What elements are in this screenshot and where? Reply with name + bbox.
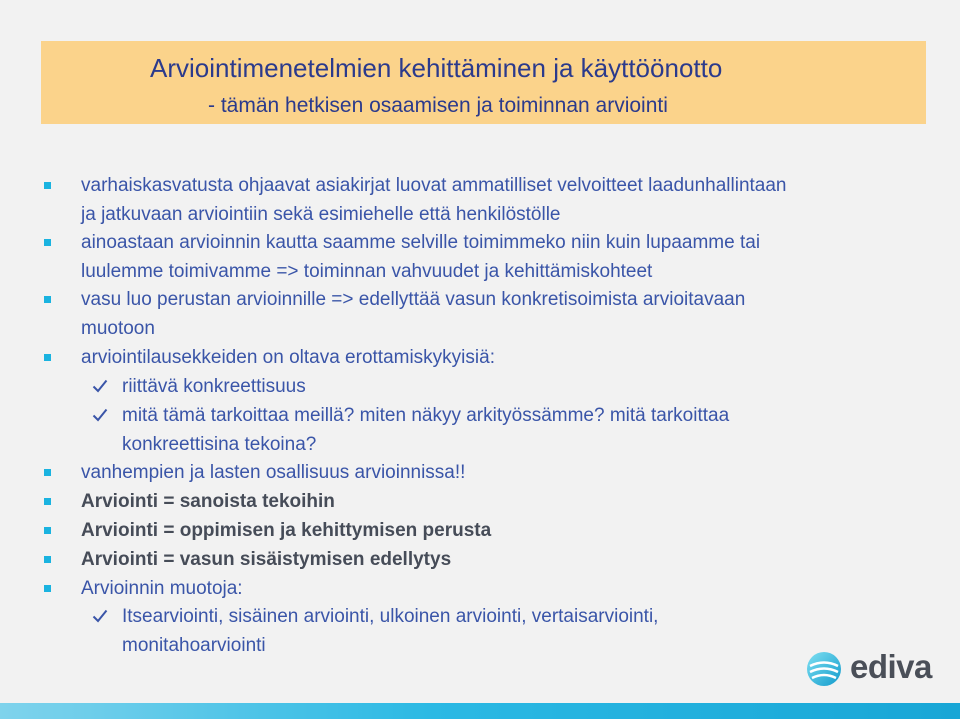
sub-list-item-continuation: konkreettisina tekoina?	[122, 434, 317, 455]
checkmark-icon	[92, 407, 108, 423]
square-bullet-icon	[44, 182, 51, 189]
list-item: arviointilausekkeiden on oltava erottamiskykyisiä:	[81, 347, 495, 368]
sub-list-item: Itsearviointi, sisäinen arviointi, ulkoinen arviointi, vertaisarviointi,	[122, 606, 659, 627]
list-item-continuation: luulemme toimivamme => toiminnan vahvuudet ja kehittämiskohteet	[81, 261, 653, 282]
slide-subtitle: - tämän hetkisen osaamisen ja toiminnan arviointi	[208, 94, 668, 117]
title-box	[41, 41, 926, 124]
list-item-continuation: ja jatkuvaan arviointiin sekä esimiehelle että henkilöstölle	[81, 204, 561, 225]
ediva-logo-icon	[806, 651, 842, 687]
checkmark-icon	[92, 378, 108, 394]
checkmark-icon	[92, 608, 108, 624]
list-item-bold: Arviointi = vasun sisäistymisen edellytys	[81, 549, 452, 570]
square-bullet-icon	[44, 469, 51, 476]
list-item-bold: Arviointi = sanoista tekoihin	[81, 491, 335, 512]
list-item: ainoastaan arvioinnin kautta saamme selville toimimmeko niin kuin lupaamme tai	[81, 232, 761, 253]
list-item: varhaiskasvatusta ohjaavat asiakirjat luovat ammatilliset velvoitteet laadunhallintaan	[81, 175, 787, 196]
square-bullet-icon	[44, 239, 51, 246]
sub-list-item-continuation: monitahoarviointi	[122, 635, 266, 656]
square-bullet-icon	[44, 556, 51, 563]
square-bullet-icon	[44, 498, 51, 505]
square-bullet-icon	[44, 527, 51, 534]
ediva-logo-text: ediva	[850, 648, 932, 685]
list-item-bold: Arviointi = oppimisen ja kehittymisen perusta	[81, 520, 492, 541]
footer-bar	[0, 703, 960, 719]
slide-title: Arviointimenetelmien kehittäminen ja käyttöönotto	[150, 53, 723, 83]
sub-list-item: riittävä konkreettisuus	[122, 376, 306, 397]
square-bullet-icon	[44, 585, 51, 592]
list-item-continuation: muotoon	[81, 318, 155, 339]
list-item: vasu luo perustan arvioinnille => edellyttää vasun konkretisoimista arvioitavaan	[81, 289, 746, 310]
sub-list-item: mitä tämä tarkoittaa meillä? miten näkyy arkityössämme? mitä tarkoittaa	[122, 405, 730, 426]
square-bullet-icon	[44, 354, 51, 361]
square-bullet-icon	[44, 296, 51, 303]
ediva-logo	[806, 648, 932, 687]
list-item: vanhempien ja lasten osallisuus arvioinnissa!!	[81, 462, 466, 483]
list-item: Arvioinnin muotoja:	[81, 578, 243, 599]
